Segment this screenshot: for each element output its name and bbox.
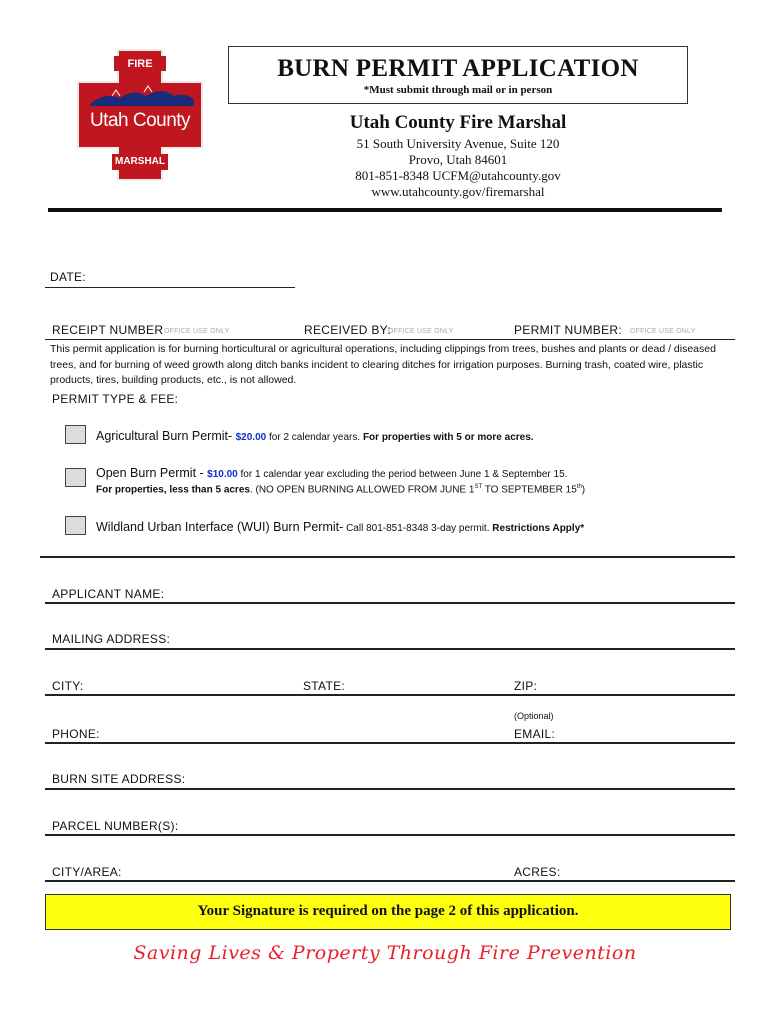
- optional-note: (Optional): [514, 711, 554, 721]
- logo-county-text: Utah County: [89, 110, 191, 131]
- city-area-acres-field[interactable]: [45, 880, 735, 882]
- org-address2: Provo, Utah 84601: [408, 152, 508, 167]
- restriction-text: TO SEPTEMBER 15: [482, 484, 577, 496]
- office-use-field-line[interactable]: [45, 339, 735, 340]
- permit-type-label: PERMIT TYPE & FEE:: [52, 392, 179, 406]
- option-term: Call 801-851-8348 3-day permit.: [343, 523, 493, 534]
- org-address1: 51 South University Avenue, Suite 120: [356, 136, 560, 151]
- date-field[interactable]: [45, 287, 295, 288]
- option-name: Wildland Urban Interface (WUI) Burn Permit-: [96, 520, 344, 534]
- open-burn-permit-checkbox[interactable]: [65, 468, 86, 487]
- form-subtitle: *Must submit through mail or in person: [363, 84, 553, 96]
- applicant-name-label: APPLICANT NAME:: [52, 587, 165, 601]
- section-divider: [40, 556, 735, 558]
- phone-email-field[interactable]: [45, 742, 735, 744]
- logo-fire-text: FIRE: [127, 58, 153, 70]
- title-box: [228, 46, 688, 104]
- superscript: th: [576, 484, 582, 490]
- option-note: For properties, less than 5 acres: [96, 484, 250, 496]
- option-fee: $20.00: [235, 432, 267, 443]
- state-label: STATE:: [303, 679, 346, 693]
- office-use-note: OFFICE USE ONLY: [388, 328, 454, 335]
- mailing-address-field[interactable]: [45, 648, 735, 650]
- intro-paragraph: This permit application is for burning horticultural or agricultural operations, including clippings from trees, bushes and plants or dead / diseased trees, and for burning of weed growth along ditch banks incident to clearing ditches for irrigation purposes. Burning trash, coated wire, plastic products, tires, building products, etc., is not allowed.: [50, 343, 716, 386]
- option-note: For properties with 5 or more acres.: [362, 432, 534, 443]
- option-name: Agricultural Burn Permit-: [96, 429, 236, 443]
- restriction-text: ): [581, 484, 586, 496]
- option-note: Restrictions Apply*: [492, 523, 585, 534]
- open-burn-restriction: [96, 484, 585, 495]
- email-label: EMAIL:: [514, 727, 556, 741]
- motto: Saving Lives & Property Through Fire Prevention: [133, 942, 637, 964]
- form-title: BURN PERMIT APPLICATION: [277, 55, 639, 82]
- applicant-name-field[interactable]: [45, 602, 735, 604]
- received-by-label: RECEIVED BY:: [304, 323, 391, 337]
- option-fee: $10.00: [207, 469, 238, 480]
- parcel-numbers-field[interactable]: [45, 834, 735, 836]
- utah-county-fire-marshal-logo: [74, 46, 206, 182]
- permit-number-label: PERMIT NUMBER:: [514, 323, 622, 337]
- city-state-zip-field[interactable]: [45, 694, 735, 696]
- city-label: CITY:: [52, 679, 84, 693]
- restriction-text: . (NO OPEN BURNING ALLOWED FROM JUNE 1: [249, 484, 475, 496]
- phone-label: PHONE:: [52, 727, 100, 741]
- superscript: ST: [474, 484, 483, 490]
- option-term: for 1 calendar year excluding the period between June 1 & September 15.: [237, 469, 568, 480]
- receipt-number-label: RECEIPT NUMBER: [52, 323, 164, 337]
- option-name: Open Burn Permit -: [96, 466, 208, 480]
- org-website: www.utahcounty.gov/firemarshal: [371, 184, 545, 199]
- date-label: DATE:: [50, 270, 86, 284]
- mailing-address-label: MAILING ADDRESS:: [52, 632, 171, 646]
- org-name: Utah County Fire Marshal: [349, 112, 567, 133]
- burn-site-address-field[interactable]: [45, 788, 735, 790]
- wui-permit-checkbox[interactable]: [65, 516, 86, 535]
- option-term: for 2 calendar years.: [266, 432, 363, 443]
- office-use-note: OFFICE USE ONLY: [164, 328, 230, 335]
- office-use-note: OFFICE USE ONLY: [630, 328, 696, 335]
- header-divider: [48, 208, 722, 212]
- city-area-label: CITY/AREA:: [52, 865, 122, 879]
- zip-label: ZIP:: [514, 679, 538, 693]
- signature-notice: Your Signature is required on the page 2 of this application.: [197, 903, 579, 919]
- logo-marshal-text: MARSHAL: [115, 156, 165, 167]
- agricultural-permit-option: [96, 429, 534, 443]
- burn-site-address-label: BURN SITE ADDRESS:: [52, 772, 186, 786]
- org-contact: 801-851-8348 UCFM@utahcounty.gov: [355, 168, 561, 183]
- acres-label: ACRES:: [514, 865, 561, 879]
- parcel-numbers-label: PARCEL NUMBER(S):: [52, 819, 179, 833]
- agricultural-permit-checkbox[interactable]: [65, 425, 86, 444]
- signature-notice-box: [45, 894, 731, 930]
- open-burn-permit-option: [96, 466, 567, 480]
- wui-permit-option: [96, 520, 584, 534]
